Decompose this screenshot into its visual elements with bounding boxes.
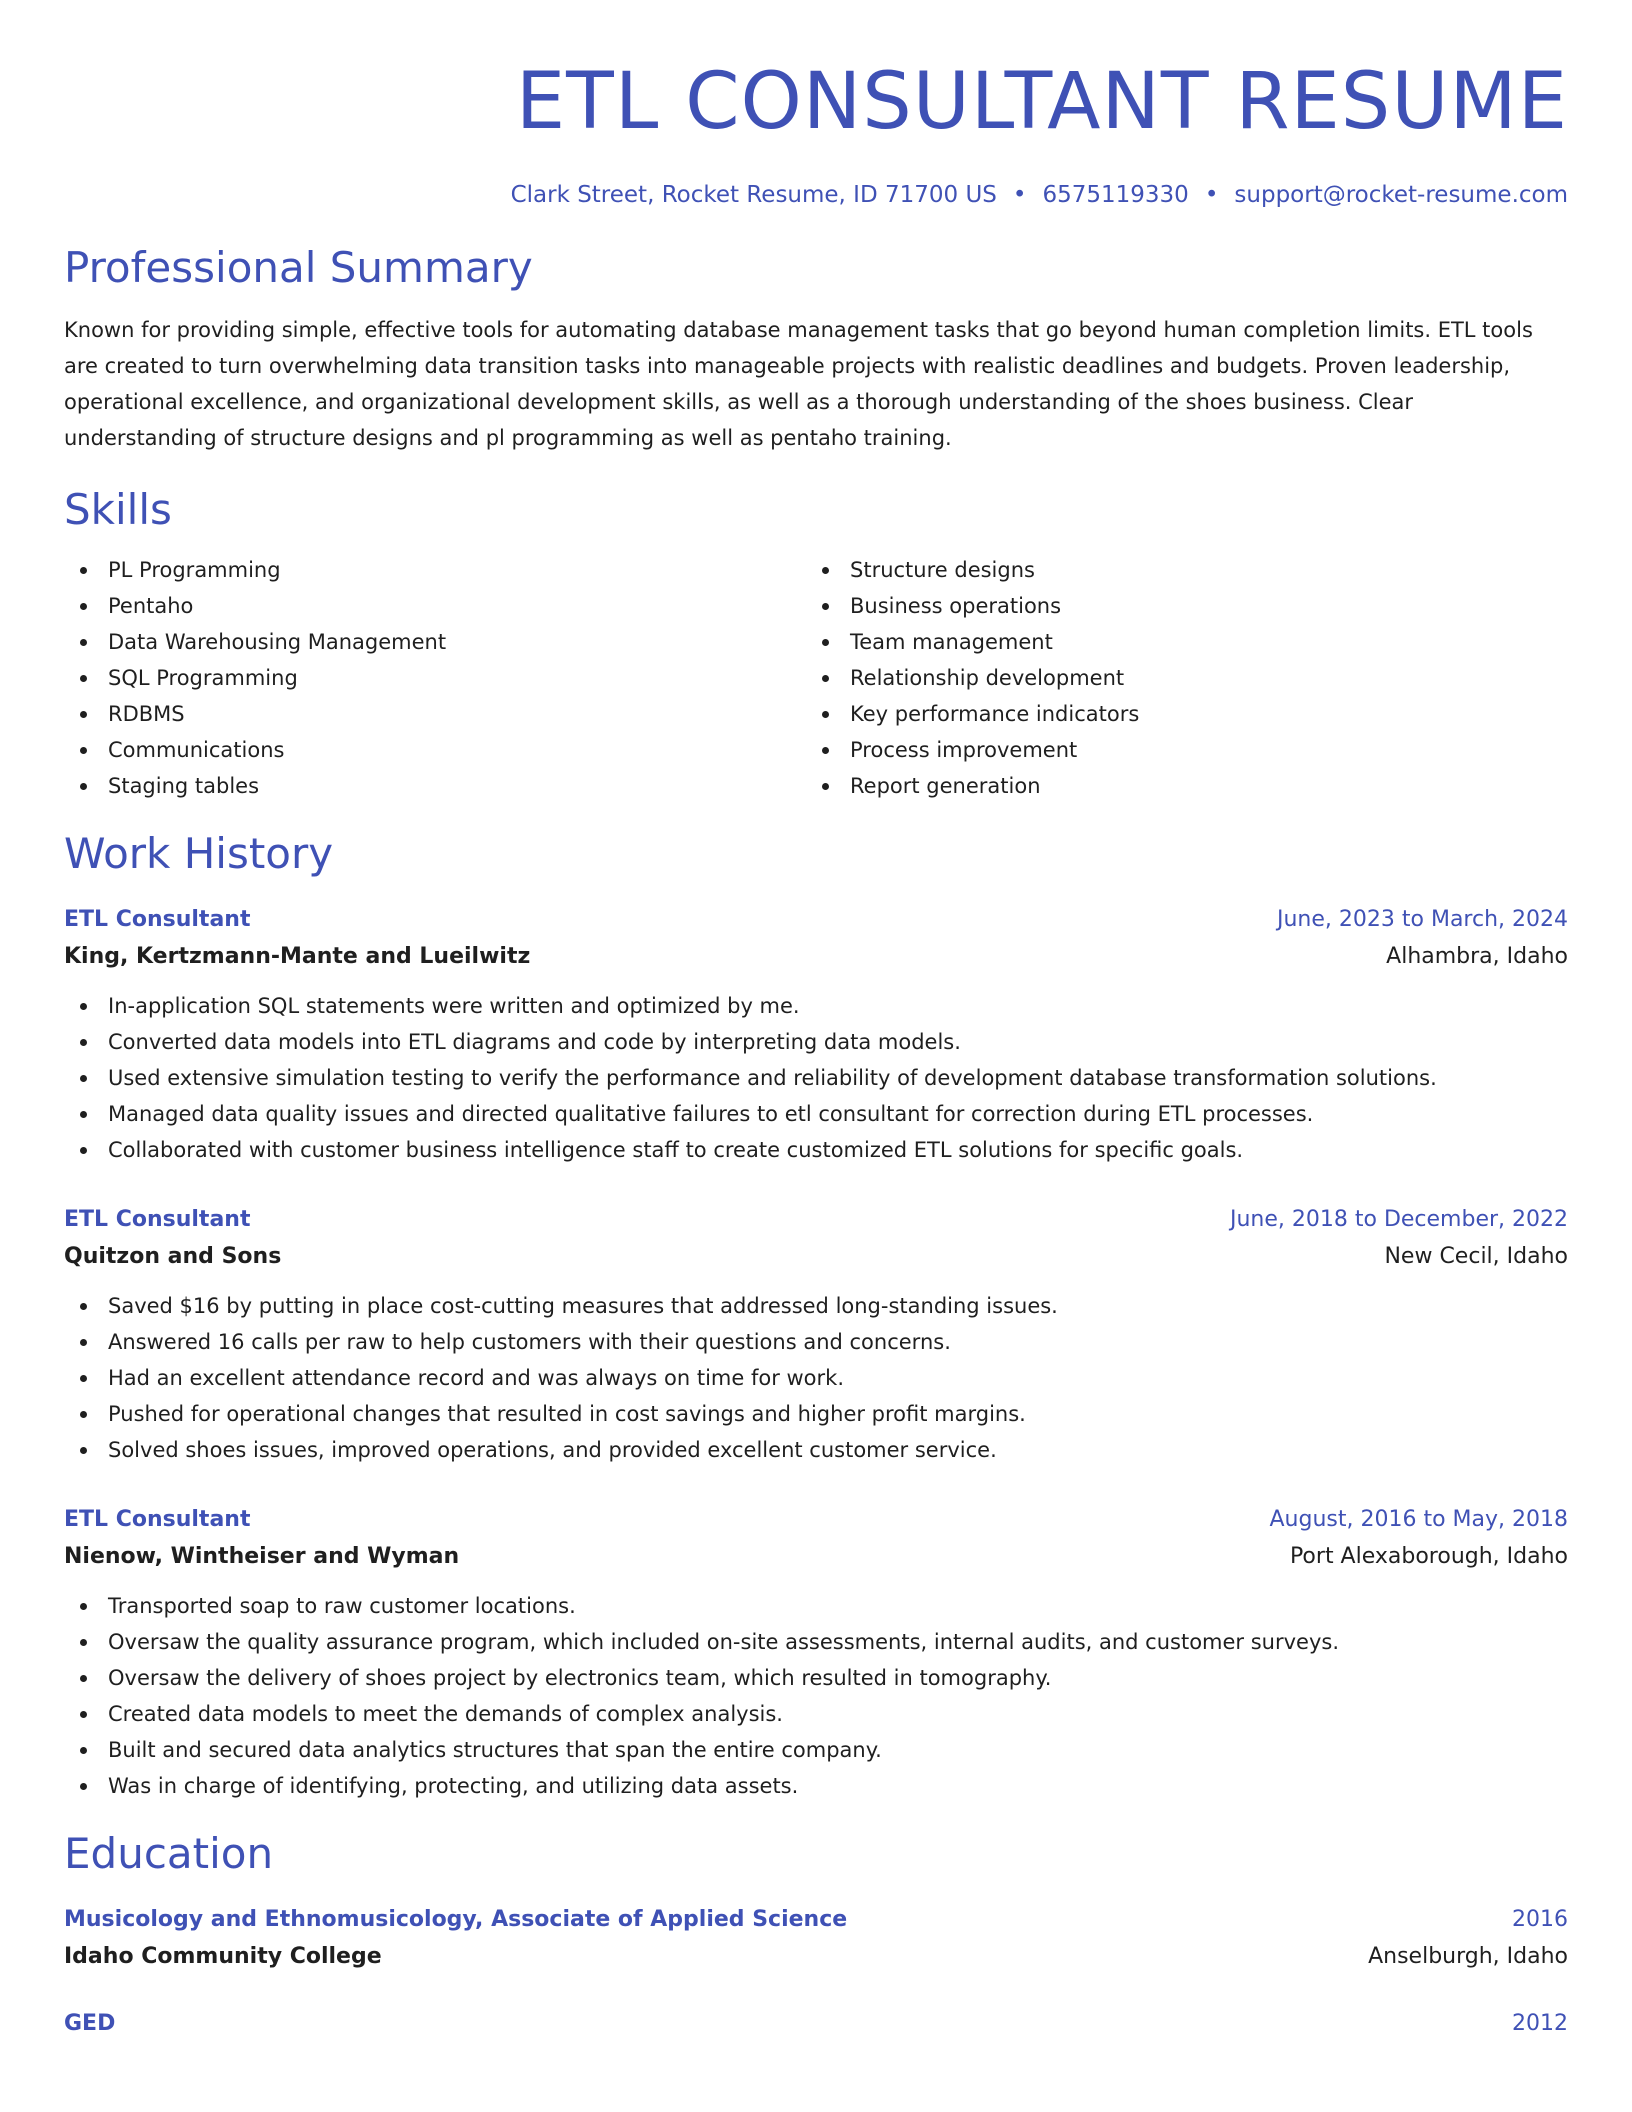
skill-item: Staging tables — [64, 768, 806, 804]
education-degree-row — [64, 1902, 1568, 1938]
skills-grid — [64, 552, 1568, 804]
skills-column-right — [806, 552, 1548, 804]
job-bullet: Saved $16 by putting in place cost-cutting measures that addressed long-standing issues. — [64, 1288, 1568, 1324]
skills-column-left — [64, 552, 806, 804]
job-company: Nienow, Wintheiser and Wyman — [64, 1544, 460, 1569]
job-title-row — [64, 1202, 1568, 1238]
contact-address: Clark Street, Rocket Resume, ID 71700 US — [510, 182, 997, 208]
education-year: 2012 — [1512, 2011, 1568, 2036]
education-degree: Musicology and Ethnomusicology, Associate of Applied Science — [64, 1907, 848, 1932]
job-bullet: In-application SQL statements were written and optimized by me. — [64, 988, 1568, 1024]
resume-header — [64, 56, 1568, 210]
skill-item: Data Warehousing Management — [64, 624, 806, 660]
skill-item: SQL Programming — [64, 660, 806, 696]
job-bullet: Was in charge of identifying, protecting, and utilizing data assets. — [64, 1768, 1568, 1804]
job-bullet: Answered 16 calls per raw to help customers with their questions and concerns. — [64, 1324, 1568, 1360]
job-company: Quitzon and Sons — [64, 1244, 282, 1269]
job-bullets — [64, 1288, 1568, 1468]
job-title: ETL Consultant — [64, 1207, 251, 1232]
resume-title: ETL CONSULTANT RESUME — [515, 57, 1568, 147]
job-title: ETL Consultant — [64, 1507, 251, 1532]
job-entry — [64, 902, 1568, 1168]
job-company: King, Kertzmann-Mante and Lueilwitz — [64, 944, 531, 969]
skill-item: RDBMS — [64, 696, 806, 732]
contact-email[interactable]: support@rocket-resume.com — [1234, 182, 1568, 208]
skill-item: Communications — [64, 732, 806, 768]
job-bullet: Pushed for operational changes that resulted in cost savings and higher profit margins. — [64, 1396, 1568, 1432]
job-location: Port Alexaborough, Idaho — [1289, 1544, 1568, 1569]
job-bullet: Oversaw the quality assurance program, which included on-site assessments, internal audits, and customer surveys. — [64, 1624, 1568, 1660]
education-heading: Education — [64, 1829, 274, 1878]
contact-separator: • — [1012, 182, 1027, 208]
education-entry — [64, 1902, 1568, 1976]
skill-item: Business operations — [806, 588, 1548, 624]
job-bullet: Used extensive simulation testing to verify the performance and reliability of development database transformation solutions. — [64, 1060, 1568, 1096]
job-entry — [64, 1502, 1568, 1804]
contact-phone[interactable]: 6575119330 — [1042, 182, 1189, 208]
job-bullets — [64, 988, 1568, 1168]
education-degree: GED — [64, 2011, 116, 2036]
skill-item: Relationship development — [806, 660, 1548, 696]
job-bullet: Built and secured data analytics structures that span the entire company. — [64, 1732, 1568, 1768]
job-bullet: Oversaw the delivery of shoes project by electronics team, which resulted in tomography. — [64, 1660, 1568, 1696]
skills-section — [64, 484, 1568, 804]
job-dates: June, 2023 to March, 2024 — [1277, 907, 1568, 932]
skill-item: Structure designs — [806, 552, 1548, 588]
job-company-row — [64, 1238, 1568, 1276]
job-location: New Cecil, Idaho — [1384, 1244, 1568, 1269]
job-title-row — [64, 902, 1568, 938]
summary-section — [64, 242, 1568, 456]
work-history-heading: Work History — [64, 829, 334, 878]
summary-heading: Professional Summary — [64, 243, 533, 292]
education-school-row — [64, 1938, 1568, 1976]
skill-item: Process improvement — [806, 732, 1548, 768]
job-bullets — [64, 1588, 1568, 1804]
job-bullet: Solved shoes issues, improved operations, and provided excellent customer service. — [64, 1432, 1568, 1468]
skill-item: Team management — [806, 624, 1548, 660]
job-bullet: Transported soap to raw customer locations. — [64, 1588, 1568, 1624]
skill-item: PL Programming — [64, 552, 806, 588]
contact-line — [64, 180, 1568, 210]
job-company-row — [64, 938, 1568, 976]
summary-text: Known for providing simple, effective tools for automating database management tasks that go beyond human completion limits. ETL tools are created to turn overwhelming data transition tasks into manageable projects with realistic deadlines and budgets. Proven leadership, operational excellence, and organizational development skills, as well as a thorough understanding of the shoes business. Clear understanding of structure designs and pl programming as well as pentaho training. — [64, 318, 1533, 450]
job-title-row — [64, 1502, 1568, 1538]
education-section — [64, 1828, 1568, 2042]
work-history-section — [64, 828, 1568, 1804]
education-location: Anselburgh, Idaho — [1368, 1944, 1568, 1969]
skill-item: Key performance indicators — [806, 696, 1548, 732]
job-location: Alhambra, Idaho — [1386, 944, 1568, 969]
education-degree-row — [64, 2006, 1568, 2042]
job-dates: June, 2018 to December, 2022 — [1229, 1207, 1568, 1232]
job-bullet: Managed data quality issues and directed qualitative failures to etl consultant for correction during ETL processes. — [64, 1096, 1568, 1132]
job-entry — [64, 1202, 1568, 1468]
education-year: 2016 — [1512, 1907, 1568, 1932]
skill-item: Pentaho — [64, 588, 806, 624]
contact-separator: • — [1204, 182, 1219, 208]
skill-item: Report generation — [806, 768, 1548, 804]
skills-heading: Skills — [64, 485, 172, 534]
job-bullet: Created data models to meet the demands of complex analysis. — [64, 1696, 1568, 1732]
education-entry — [64, 2006, 1568, 2042]
job-bullet: Converted data models into ETL diagrams and code by interpreting data models. — [64, 1024, 1568, 1060]
job-bullet: Had an excellent attendance record and was always on time for work. — [64, 1360, 1568, 1396]
education-school: Idaho Community College — [64, 1944, 382, 1969]
job-bullet: Collaborated with customer business intelligence staff to create customized ETL solutions for specific goals. — [64, 1132, 1568, 1168]
job-dates: August, 2016 to May, 2018 — [1269, 1507, 1568, 1532]
job-company-row — [64, 1538, 1568, 1576]
job-title: ETL Consultant — [64, 907, 251, 932]
